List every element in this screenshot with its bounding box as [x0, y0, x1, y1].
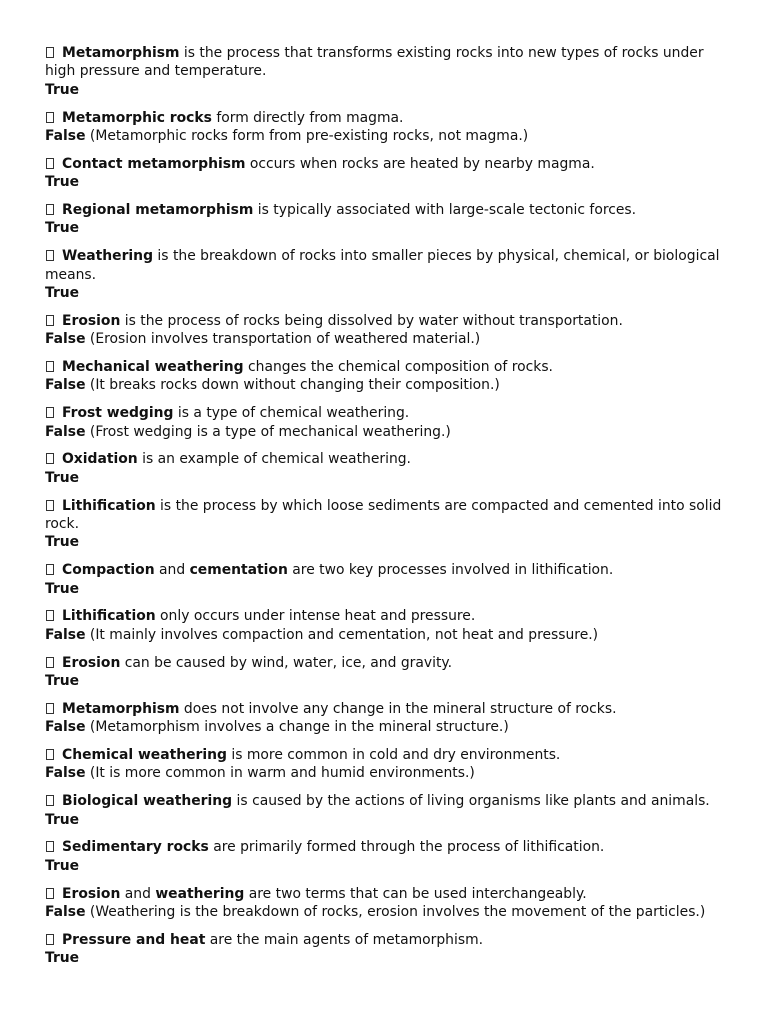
missing-glyph-icon — [46, 453, 54, 464]
key-term: Metamorphism — [62, 700, 180, 717]
statement-text: is the process that transforms existing rocks into new types of rocks under high pressure and temperature. — [45, 45, 704, 80]
true-false-document — [45, 44, 735, 977]
question-statement — [45, 838, 735, 856]
question-item — [45, 561, 735, 598]
answer-value: True — [45, 580, 80, 597]
answer-value: False — [45, 331, 86, 348]
missing-glyph-icon — [46, 361, 54, 372]
answer-line — [45, 284, 735, 302]
statement-text: does not involve any change in the mineral structure of rocks. — [179, 700, 617, 717]
statement-text: is the process of rocks being dissolved by water without transportation. — [120, 312, 623, 329]
statement-text: is caused by the actions of living organisms like plants and animals. — [232, 793, 710, 810]
statement-text: is the process by which loose sediments are compacted and cemented into solid rock. — [45, 497, 722, 533]
answer-line — [45, 857, 735, 875]
answer-line — [45, 219, 735, 237]
statement-text: and — [154, 562, 190, 579]
statement-text: is the breakdown of rocks into smaller pieces by physical, chemical, or biological means. — [45, 248, 720, 283]
answer-line — [45, 718, 735, 736]
answer-explanation: (Weathering is the breakdown of rocks, erosion involves the movement of the particles.) — [85, 904, 706, 921]
key-term: Sedimentary rocks — [62, 839, 209, 856]
missing-glyph-icon — [46, 795, 54, 806]
key-term: Regional metamorphism — [62, 202, 254, 219]
missing-glyph-icon — [46, 934, 54, 945]
answer-value: True — [45, 950, 80, 967]
question-statement — [45, 404, 735, 422]
answer-line — [45, 173, 735, 191]
answer-line — [45, 580, 735, 598]
question-item — [45, 312, 735, 349]
answer-line — [45, 127, 735, 145]
answer-value: False — [45, 904, 86, 921]
answer-line — [45, 949, 735, 967]
key-term: Erosion — [62, 654, 121, 671]
question-item — [45, 109, 735, 146]
answer-explanation: (Metamorphism involves a change in the mineral structure.) — [85, 719, 509, 736]
answer-explanation: (It is more common in warm and humid environments.) — [85, 765, 475, 782]
statement-text: are the main agents of metamorphism. — [205, 931, 484, 948]
key-term: Mechanical weathering — [62, 359, 244, 376]
key-term: Pressure and heat — [62, 931, 206, 948]
question-item — [45, 404, 735, 441]
question-statement — [45, 885, 735, 903]
answer-value: True — [45, 174, 80, 191]
question-statement — [45, 247, 735, 284]
key-term: Erosion — [62, 312, 121, 329]
answer-value: True — [45, 285, 80, 302]
statement-text: form directly from magma. — [211, 109, 404, 126]
missing-glyph-icon — [46, 112, 54, 123]
key-term: Erosion — [62, 885, 121, 902]
statement-text: are two key processes involved in lithification. — [287, 562, 614, 579]
missing-glyph-icon — [46, 749, 54, 760]
statement-text: are two terms that can be used interchangeably. — [244, 885, 587, 902]
key-term: weathering — [155, 885, 245, 902]
answer-value: True — [45, 81, 80, 98]
statement-text: are primarily formed through the process of lithification. — [208, 839, 605, 856]
statement-text: and — [120, 885, 156, 902]
question-statement — [45, 497, 735, 534]
key-term: Metamorphic rocks — [62, 109, 212, 126]
answer-line — [45, 626, 735, 644]
answer-explanation: (Frost wedging is a type of mechanical weathering.) — [85, 423, 451, 440]
statement-text: can be caused by wind, water, ice, and gravity. — [120, 654, 453, 671]
answer-value: False — [45, 128, 86, 145]
key-term: Chemical weathering — [62, 747, 227, 764]
answer-value: False — [45, 423, 86, 440]
answer-explanation: (It breaks rocks down without changing their composition.) — [85, 377, 500, 394]
question-statement — [45, 931, 735, 949]
missing-glyph-icon — [46, 407, 54, 418]
question-statement — [45, 201, 735, 219]
question-statement — [45, 44, 735, 81]
key-term: Frost wedging — [62, 405, 174, 422]
question-item — [45, 792, 735, 829]
answer-line — [45, 672, 735, 690]
answer-explanation: (Erosion involves transportation of weathered material.) — [85, 331, 481, 348]
missing-glyph-icon — [46, 888, 54, 899]
missing-glyph-icon — [46, 315, 54, 326]
answer-line — [45, 764, 735, 782]
key-term: Biological weathering — [62, 793, 233, 810]
answer-value: True — [45, 857, 80, 874]
key-term: Oxidation — [62, 451, 138, 468]
answer-value: True — [45, 220, 80, 237]
statement-text: is a type of chemical weathering. — [173, 405, 410, 422]
key-term: Lithification — [62, 608, 156, 625]
answer-line — [45, 469, 735, 487]
answer-explanation: (Metamorphic rocks form from pre-existing rocks, not magma.) — [85, 128, 529, 145]
statement-text: only occurs under intense heat and pressure. — [155, 608, 476, 625]
question-item — [45, 44, 735, 99]
key-term: cementation — [189, 562, 288, 579]
question-statement — [45, 561, 735, 579]
missing-glyph-icon — [46, 250, 54, 261]
question-item — [45, 201, 735, 238]
missing-glyph-icon — [46, 204, 54, 215]
answer-value: False — [45, 719, 86, 736]
answer-line — [45, 330, 735, 348]
key-term: Lithification — [62, 497, 156, 514]
answer-line — [45, 533, 735, 551]
answer-value: False — [45, 377, 86, 394]
key-term: Contact metamorphism — [62, 155, 246, 172]
key-term: Compaction — [62, 562, 155, 579]
statement-text: occurs when rocks are heated by nearby magma. — [245, 155, 595, 172]
statement-text: is typically associated with large-scale tectonic forces. — [253, 202, 637, 219]
question-statement — [45, 746, 735, 764]
answer-line — [45, 376, 735, 394]
missing-glyph-icon — [46, 158, 54, 169]
question-item — [45, 155, 735, 192]
answer-value: False — [45, 765, 86, 782]
statement-text: is more common in cold and dry environments. — [226, 747, 561, 764]
question-statement — [45, 109, 735, 127]
statement-text: is an example of chemical weathering. — [137, 451, 411, 468]
question-item — [45, 931, 735, 968]
question-item — [45, 607, 735, 644]
missing-glyph-icon — [46, 500, 54, 511]
question-statement — [45, 155, 735, 173]
question-statement — [45, 700, 735, 718]
question-statement — [45, 792, 735, 810]
answer-line — [45, 811, 735, 829]
key-term: Weathering — [62, 248, 154, 265]
question-item — [45, 838, 735, 875]
question-item — [45, 654, 735, 691]
question-item — [45, 746, 735, 783]
missing-glyph-icon — [46, 657, 54, 668]
question-statement — [45, 654, 735, 672]
answer-line — [45, 423, 735, 441]
question-statement — [45, 607, 735, 625]
question-statement — [45, 358, 735, 376]
missing-glyph-icon — [46, 841, 54, 852]
answer-value: True — [45, 673, 80, 690]
answer-line — [45, 903, 735, 921]
key-term: Metamorphism — [62, 45, 180, 61]
statement-text: changes the chemical composition of rocks. — [243, 359, 553, 376]
question-item — [45, 700, 735, 737]
missing-glyph-icon — [46, 47, 54, 58]
answer-explanation: (It mainly involves compaction and cementation, not heat and pressure.) — [85, 626, 599, 643]
answer-value: False — [45, 626, 86, 643]
question-item — [45, 885, 735, 922]
missing-glyph-icon — [46, 703, 54, 714]
missing-glyph-icon — [46, 564, 54, 575]
question-item — [45, 247, 735, 302]
question-item — [45, 358, 735, 395]
question-statement — [45, 312, 735, 330]
answer-value: True — [45, 811, 80, 828]
answer-value: True — [45, 469, 80, 486]
answer-line — [45, 81, 735, 99]
missing-glyph-icon — [46, 610, 54, 621]
question-item — [45, 450, 735, 487]
question-statement — [45, 450, 735, 468]
question-item — [45, 497, 735, 552]
answer-value: True — [45, 534, 80, 551]
